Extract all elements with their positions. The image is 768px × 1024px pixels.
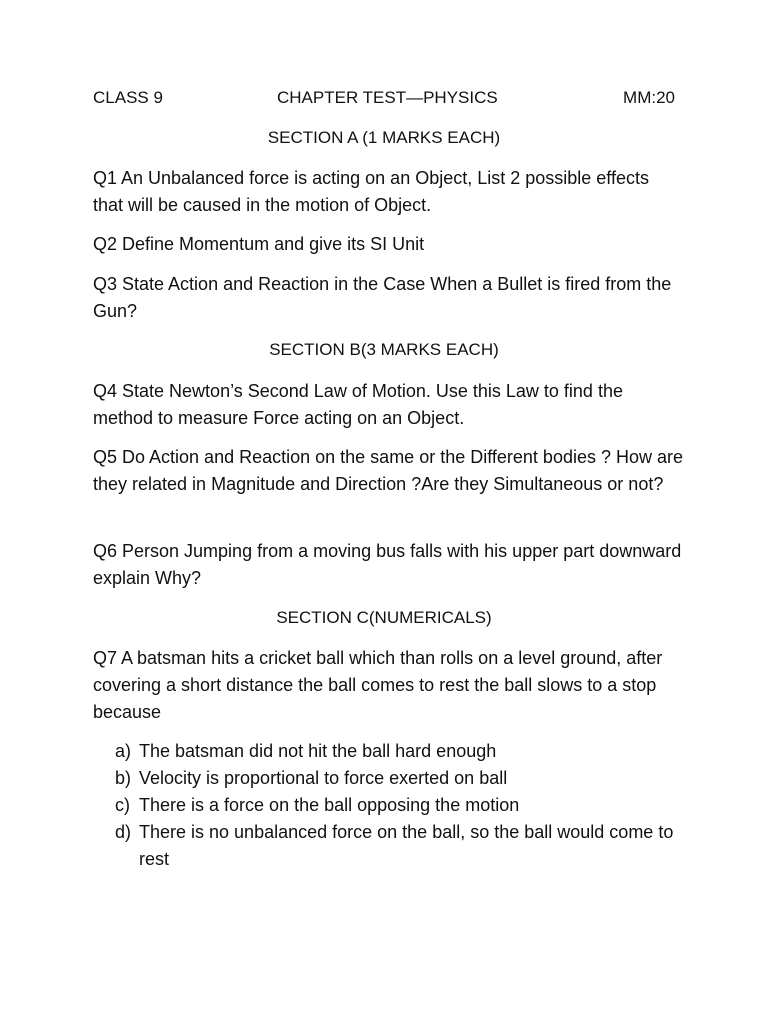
max-marks: MM:20 — [623, 88, 675, 107]
document-header — [93, 88, 675, 112]
option-marker: c) — [115, 795, 130, 815]
option-marker: b) — [115, 768, 132, 788]
section-b-title: SECTION B(3 MARKS EACH) — [269, 340, 499, 359]
question-q7: Q7 A batsman hits a cricket ball which than rolls on a level ground, after covering a short distance the ball comes to rest the ball slows to a stop because — [93, 648, 663, 722]
question-q6: Q6 Person Jumping from a moving bus falls with his upper part downward explain Why? — [93, 541, 682, 588]
test-title: CHAPTER TEST—PHYSICS — [277, 88, 498, 107]
section-a-title: SECTION A (1 MARKS EACH) — [267, 128, 501, 147]
question-q1: Q1 An Unbalanced force is acting on an Object, List 2 possible effects that will be caused in the motion of Object. — [93, 168, 649, 215]
option-text: Velocity is proportional to force exerted on ball — [139, 768, 508, 788]
option-text: There is no unbalanced force on the ball, so the ball would come to rest — [139, 822, 674, 869]
question-q4: Q4 State Newton’s Second Law of Motion. Use this Law to find the method to measure Force acting on an Object. — [93, 381, 623, 428]
option-marker: d) — [115, 822, 132, 842]
class-label: CLASS 9 — [93, 88, 163, 107]
option-d — [115, 819, 685, 873]
option-text: The batsman did not hit the ball hard enough — [139, 741, 497, 761]
option-b — [115, 765, 685, 792]
answer-options — [115, 738, 685, 873]
question-q5: Q5 Do Action and Reaction on the same or the Different bodies ? How are they related in Magnitude and Direction ?Are they Simultaneous or not? — [93, 447, 684, 494]
option-text: There is a force on the ball opposing the motion — [139, 795, 520, 815]
question-q2: Q2 Define Momentum and give its SI Unit — [93, 234, 425, 254]
option-a — [115, 738, 685, 765]
question-q3: Q3 State Action and Reaction in the Case When a Bullet is fired from the Gun? — [93, 274, 672, 321]
option-c — [115, 792, 685, 819]
section-c-title: SECTION C(NUMERICALS) — [276, 608, 492, 627]
option-marker: a) — [115, 741, 132, 761]
